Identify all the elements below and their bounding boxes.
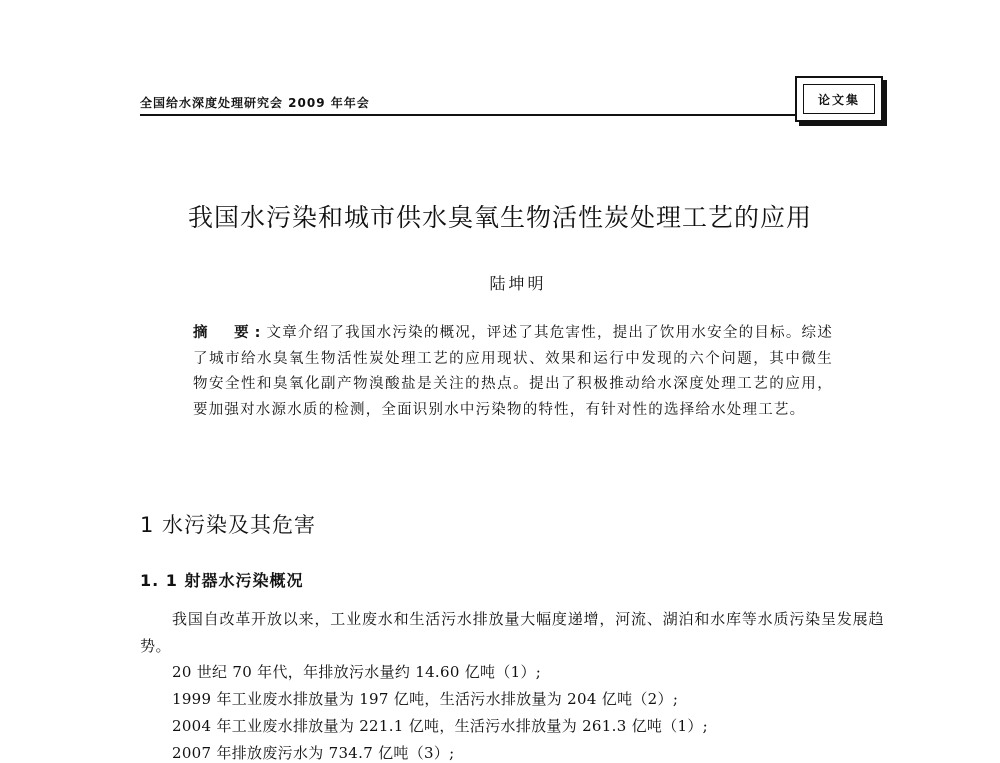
body-paragraph: 我国自改革开放以来，工业废水和生活污水排放量大幅度递增，河流、湖泊和水库等水质污染呈发展趋势。 <box>140 610 884 655</box>
abstract-text: 文章介绍了我国水污染的概况，评述了其危害性，提出了饮用水安全的目标。综述了城市给水臭氧生物活性炭处理工艺的应用现状、效果和运行中发现的六个问题，其中微生物安全性和臭氧化副产物溴酸盐是关注的热点。提出了积极推动给水深度处理工艺的应用，要加强对水源水质的检测，全面识别水中污染物的特性，有针对性的选择给水处理工艺。 <box>193 325 833 418</box>
paper-title: 我国水污染和城市供水臭氧生物活性炭处理工艺的应用 <box>187 203 812 232</box>
author-name: 陆坤明 <box>489 274 547 293</box>
statistic-line: 1999 年工业废水排放量为 197 亿吨，生活污水排放量为 204 亿吨（2）; <box>172 690 679 708</box>
abstract-label: 摘 要: <box>193 325 267 341</box>
section-heading-1-1: 1. 1 射器水污染概况 <box>140 571 304 590</box>
header-rule <box>140 114 795 116</box>
proceedings-badge <box>795 76 883 122</box>
statistic-line: 2004 年工业废水排放量为 221.1 亿吨，生活污水排放量为 261.3 亿吨（1）; <box>172 717 708 735</box>
running-header: 全国给水深度处理研究会 2009 年年会 <box>140 96 370 110</box>
proceedings-badge-label: 论文集 <box>803 84 875 114</box>
abstract <box>193 321 833 423</box>
statistic-line: 2007 年排放废污水为 734.7 亿吨（3）; <box>172 744 455 762</box>
statistic-line: 20 世纪 70 年代，年排放污水量约 14.60 亿吨（1）; <box>172 663 542 681</box>
section-heading-1: 1 水污染及其危害 <box>140 513 317 537</box>
